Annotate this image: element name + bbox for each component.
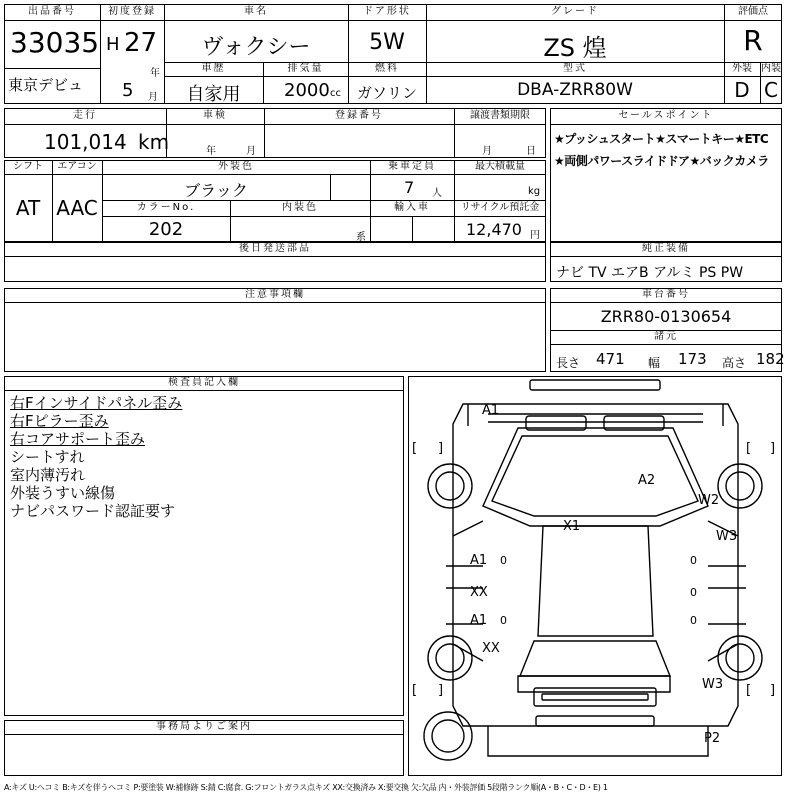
car-name: ヴォクシー (201, 35, 311, 60)
width-value: 173 (678, 350, 707, 368)
damage-code-xx-left: XX (470, 585, 488, 600)
damage-code-w3-rear: W3 (702, 677, 724, 692)
inspection-year: 年 (206, 146, 216, 157)
interior-unit: 系 (356, 232, 366, 243)
mileage-unit: km (138, 130, 170, 154)
door-label: ドア形状 (363, 6, 411, 17)
capacity-unit: 人 (432, 188, 442, 199)
model-value: DBA-ZRR80W (517, 80, 633, 100)
rating-label: 評価点 (738, 6, 768, 17)
height-label: 高さ (722, 356, 747, 370)
ac-value: AAC (56, 196, 98, 220)
displacement-value: 2000 (284, 80, 330, 101)
shift-label: シフト (13, 161, 43, 172)
damage-code-a2: A2 (638, 473, 656, 488)
first-reg-label: 初度登録 (108, 6, 156, 17)
chassis-label: 車台番号 (642, 289, 690, 300)
sales-line-2: ★両側パワースライドドア★バックカメラ (554, 154, 769, 168)
inspection-label: 車検 (203, 110, 227, 121)
inspector-label: 検査員記入欄 (168, 377, 240, 388)
sales-panel (550, 108, 782, 242)
ext-grade-label: 外装 (732, 63, 752, 74)
height-value: 182 (756, 350, 785, 368)
capacity-label: 乗車定員 (388, 161, 436, 172)
shift-value: AT (15, 196, 41, 220)
damage-code-a1-front: A1 (482, 403, 500, 418)
color-no-value: 202 (148, 219, 184, 240)
first-reg-month: 5 (122, 80, 134, 101)
recycle-unit: 円 (530, 230, 540, 241)
inspector-note: シートすれ (10, 448, 85, 466)
debut-label: 東京デビュ (8, 76, 84, 94)
recycle-value: 12,470 (466, 220, 522, 239)
inspector-note: 外装うすい線傷 (10, 484, 116, 502)
bracket-mark: [ (412, 441, 418, 456)
history-value: 自家用 (186, 84, 241, 105)
first-reg-year-unit: 年 (150, 68, 160, 79)
load-unit: kg (528, 186, 541, 197)
damage-code-x1: X1 (563, 519, 581, 534)
rating-value: R (743, 24, 763, 57)
office-label: 事務局よりご案内 (156, 721, 252, 732)
color-value: ブラック (184, 181, 248, 200)
mileage-value: 101,014 (44, 130, 127, 154)
bracket-mark: [ (746, 683, 752, 698)
length-value: 471 (596, 350, 625, 368)
load-label: 最大積載量 (475, 161, 525, 172)
bracket-mark: ] (770, 441, 776, 456)
width-label: 幅 (648, 356, 661, 370)
length-label: 長さ (556, 356, 581, 370)
history-label: 車歴 (201, 63, 226, 74)
lot-number: 33035 (10, 26, 100, 59)
reg-number-label: 登録番号 (335, 110, 383, 121)
grade-label: グレード (551, 6, 599, 17)
equipment-value: ナビ TV エアB アルミ PS PW (556, 265, 744, 281)
mileage-label: 走行 (73, 110, 97, 121)
inspector-note: 右Fインサイドパネル歪み (10, 394, 183, 412)
damage-code-zero: 0 (690, 586, 697, 599)
chassis-value: ZRR80-0130654 (600, 307, 732, 326)
recycle-label: リサイクル預託金 (460, 202, 540, 213)
damage-code-xx-rear: XX (482, 641, 500, 656)
int-grade-label: 内装 (761, 63, 781, 74)
damage-code-p2: P2 (704, 731, 721, 746)
car-name-label: 車名 (244, 6, 268, 17)
door-value: 5W (369, 30, 405, 55)
damage-code-zero: 0 (690, 614, 697, 627)
ext-grade-value: D (734, 78, 750, 102)
inspector-note: 右Fピラー歪み (10, 412, 109, 430)
first-reg-year: 27 (124, 28, 158, 58)
bracket-mark: [ (412, 683, 418, 698)
damage-code-zero: 0 (500, 554, 507, 567)
color-label: 外装色 (218, 161, 254, 172)
damage-legend: A:キズ U:ヘコミ B:キズを伴うヘコミ P:要塗装 W:補修跡 S:錆 C:腐食. G:フロントガラス点キズ XX:交換済み X:要交換 欠:欠品 内・外装評価 5段階ランク順(A・B・C・D・E) 1 (4, 783, 608, 792)
grade-value: ZS 煌 (543, 34, 607, 62)
int-grade-value: C (764, 78, 778, 102)
fuel-value: ガソリン (356, 84, 417, 102)
damage-code-w2: W2 (698, 493, 720, 508)
model-label: 型式 (563, 63, 587, 74)
sales-label: セールスポイント (618, 110, 714, 121)
inspector-note: ナビパスワード認証要す (10, 502, 176, 520)
later-parts-label: 後日発送部品 (239, 243, 311, 254)
color-no-label: カラーNo. (136, 202, 196, 213)
ac-label: エアコン (57, 161, 97, 172)
notes-label: 注意事項欄 (245, 289, 305, 300)
damage-code-zero: 0 (500, 614, 507, 627)
interior-label: 内装色 (282, 202, 318, 213)
dims-label: 諸元 (654, 331, 678, 342)
inspector-note: 右コアサポート歪み (10, 430, 146, 448)
capacity-value: 7 (404, 178, 415, 197)
first-reg-era: H (106, 34, 120, 55)
bracket-mark: ] (770, 683, 776, 698)
bracket-mark: [ (746, 441, 752, 456)
transfer-label: 譲渡書類期限 (470, 110, 530, 121)
bracket-mark: ] (438, 683, 444, 698)
inspection-month: 月 (246, 146, 256, 157)
car-diagram (408, 376, 782, 776)
damage-code-a1-left: A1 (470, 553, 488, 568)
inspector-note: 室内薄汚れ (10, 466, 86, 484)
bracket-mark: ] (438, 441, 444, 456)
equipment-label: 純正装備 (642, 243, 690, 254)
displacement-label: 排気量 (287, 63, 324, 74)
damage-code-zero: 0 (690, 554, 697, 567)
transfer-day: 日 (526, 146, 536, 157)
import-label: 輸入車 (394, 202, 430, 213)
damage-code-a1-rear: A1 (470, 613, 488, 628)
lot-label: 出品番号 (28, 6, 76, 17)
transfer-month: 月 (482, 146, 492, 157)
fuel-label: 燃料 (375, 63, 399, 74)
damage-code-w3-front: W3 (716, 529, 738, 544)
displacement-unit: cc (330, 88, 341, 99)
first-reg-month-unit: 月 (148, 92, 158, 103)
sales-line-1: ★プッシュスタート★スマートキー★ETC (554, 132, 769, 146)
